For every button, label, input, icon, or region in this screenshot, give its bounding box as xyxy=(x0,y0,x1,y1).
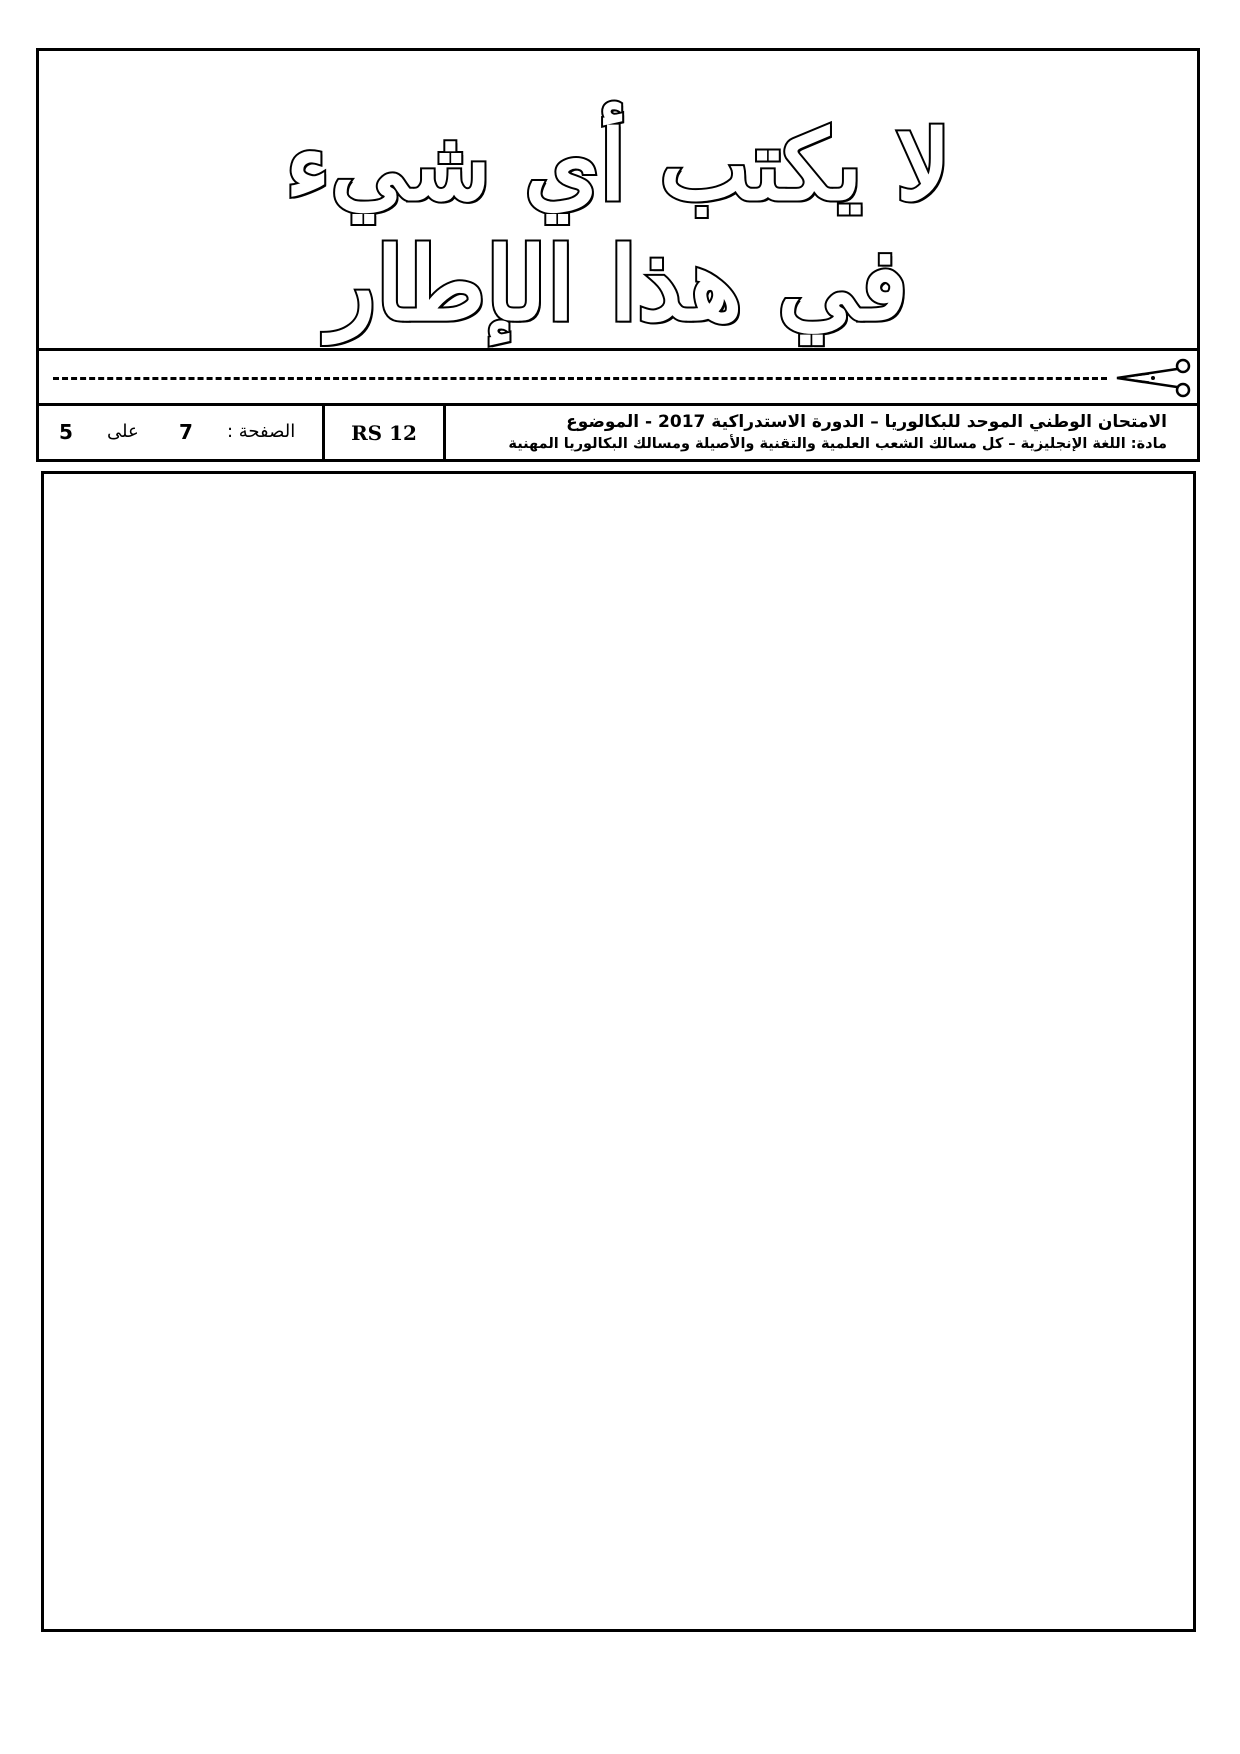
total-pages: 5 xyxy=(59,420,73,444)
exam-session-line: الامتحان الوطني الموحد للبكالوريا – الدورة الاستدراكية 2017 - الموضوع xyxy=(566,412,1167,432)
cut-line-strip xyxy=(36,350,1200,406)
answer-area-frame xyxy=(41,471,1196,1632)
scissors-icon xyxy=(1109,356,1193,400)
dashed-cut-line xyxy=(53,377,1107,380)
page-label: الصفحة : xyxy=(227,421,296,442)
exam-code: RS 12 xyxy=(322,406,446,459)
page-indicator xyxy=(39,406,322,459)
exam-header-row xyxy=(36,406,1200,462)
warning-line-2: في هذا الإطار xyxy=(327,225,909,343)
warning-line-1: لا يكتب أي شيء xyxy=(285,109,951,222)
exam-subject-line: مادة: اللغة الإنجليزية – كل مسالك الشعب العلمية والتقنية والأصيلة ومسالك البكالوريا المهنية xyxy=(508,436,1167,452)
of-label: على xyxy=(107,421,139,442)
exam-title-block xyxy=(446,406,1197,459)
page-number: 7 xyxy=(179,420,193,444)
do-not-write-frame xyxy=(36,48,1200,351)
